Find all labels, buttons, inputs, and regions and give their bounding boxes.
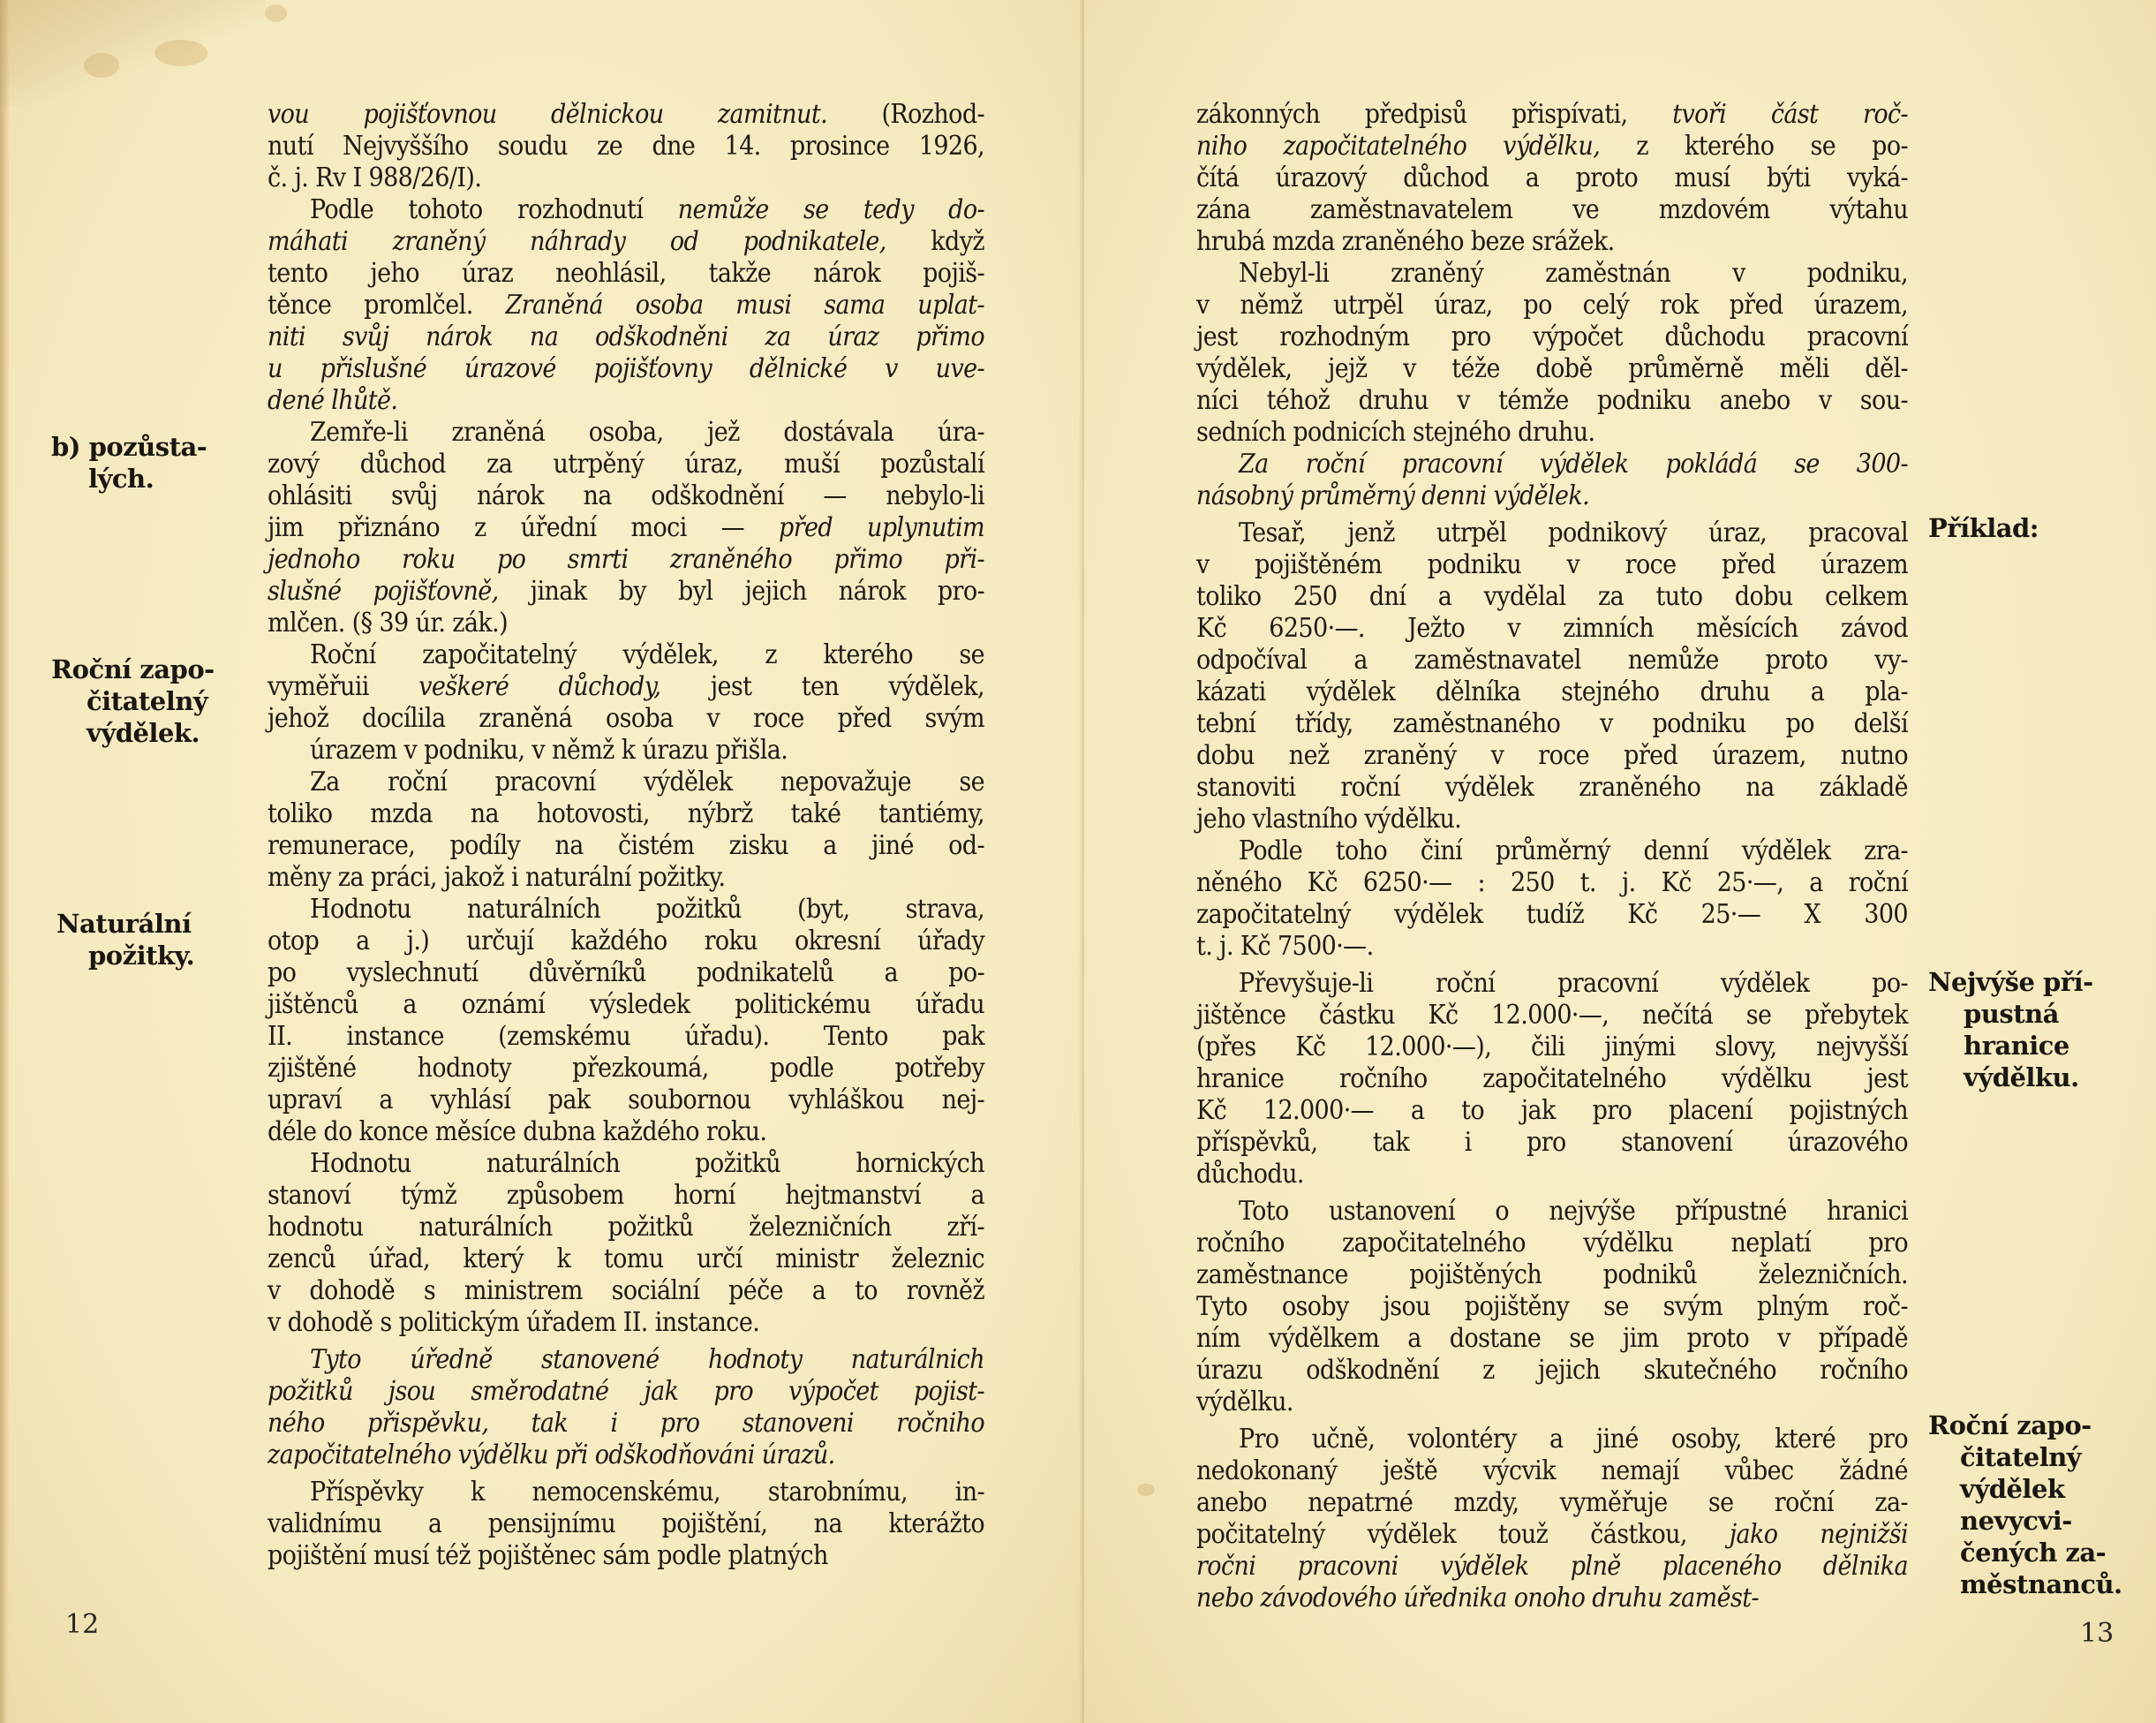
text-line (268, 99, 984, 131)
text: odpočíval a zaměstnavatel nemůže proto vy- (1196, 645, 1908, 676)
text-line (268, 290, 984, 321)
text: jehož docílila zraněná osoba v roce před svým (268, 703, 984, 734)
text-line (1196, 676, 1908, 708)
text: remunerace, podíly na čistém zisku a jiné od- (268, 830, 984, 861)
italic-text: niti svůj nárok na odškodněni za úraz přimo (268, 321, 984, 352)
margin-note-line: požitky. (88, 941, 195, 971)
margin-note-line: b) pozůsta- (51, 432, 207, 462)
text-line (268, 131, 984, 162)
text: těnce promlčel. (268, 290, 506, 321)
text: Kč 6250·—. Ježto v zimních měsících závod (1196, 613, 1908, 644)
text: jest rozhodným pro výpočet důchodu pracovní (1196, 321, 1908, 352)
text-line (268, 1477, 984, 1508)
text: čítá úrazový důchod a proto musí býti vyká- (1196, 162, 1908, 193)
text-line (1196, 804, 1908, 835)
text: jištěnce částku Kč 12.000·—, nečítá se přebytek (1196, 1000, 1908, 1031)
text-line (1196, 385, 1908, 417)
text: déle do konce měsíce dubna každého roku. (268, 1116, 767, 1147)
text-line (1196, 131, 1908, 162)
text: Podle toho činí průměrný denní výdělek zra- (1239, 835, 1908, 866)
text-line (1196, 290, 1908, 321)
text: (přes Kč 12.000·—), čili jinými slovy, nejvyšší (1196, 1032, 1908, 1062)
text: mlčen. (§ 39 úr. zák.) (268, 608, 509, 639)
margin-note-line: výdělek. (87, 718, 200, 748)
text-line (268, 576, 984, 608)
text-line (1196, 1159, 1908, 1190)
text-line (268, 1408, 984, 1440)
text-line (1196, 1519, 1908, 1551)
text: měny za práci, jakož i naturální požitky. (268, 862, 726, 893)
text-line (268, 703, 984, 735)
text-line (1196, 1551, 1908, 1583)
text-line (1196, 1063, 1908, 1095)
text-line (1196, 353, 1908, 385)
text-line (1196, 518, 1908, 549)
text: vyměřuii (268, 671, 419, 702)
text-line (1196, 867, 1908, 899)
text: dobu než zraněný v roce před úrazem, nutno (1196, 740, 1908, 771)
text: Podle tohoto rozhodnutí (310, 194, 678, 225)
text: t. j. Kč 7500·—. (1196, 931, 1374, 962)
text-line (1196, 708, 1908, 740)
text-line (268, 1212, 984, 1243)
text-line (268, 512, 984, 544)
text-line (268, 830, 984, 862)
text: úrazem v podniku, v němž k úrazu přišla. (310, 735, 788, 766)
text-line (1196, 1228, 1908, 1259)
text-line (1196, 645, 1908, 676)
text: v pojištěném podniku v roce před úrazem (1196, 549, 1908, 580)
margin-note-line: Naturální (57, 909, 192, 939)
text-line (268, 989, 984, 1021)
margin-note-rocni-zapocitatelny (51, 654, 215, 749)
stain (155, 40, 207, 66)
text-line (1196, 1196, 1908, 1228)
italic-text: jednoho roku po smrti zraněného přimo při- (268, 544, 984, 575)
text-line (268, 1376, 984, 1408)
text: tební třídy, zaměstnaného v podniku po delší (1196, 708, 1908, 739)
text: jeho vlastního výdělku. (1196, 804, 1462, 835)
text-line (268, 1021, 984, 1053)
margin-note-line: nevycvi- (1960, 1506, 2072, 1536)
italic-text: Zraněná osoba musi sama uplat- (505, 290, 984, 321)
text-line (1196, 1487, 1908, 1519)
text: Tesař, jenž utrpěl podnikový úraz, pracoval (1239, 518, 1908, 548)
text-line (268, 639, 984, 671)
text-line (1196, 162, 1908, 194)
text-line (1196, 581, 1908, 613)
text: stanoví týmž způsobem horní hejtmanství a (268, 1180, 984, 1211)
text: anebo nepatrné mzdy, vyměřuje se roční za- (1196, 1487, 1908, 1518)
text-line (1196, 613, 1908, 645)
text: nutí Nejvyššího soudu ze dne 14. prosince 1926, (268, 131, 984, 162)
stain (1137, 1484, 1155, 1496)
text-line (268, 671, 984, 703)
text-line (268, 1180, 984, 1212)
italic-text: ného přispěvku, tak i pro stanoveni ročniho (268, 1408, 984, 1439)
text: tento jeho úraz neohlásil, takže nárok pojiš- (268, 258, 984, 289)
text-line (268, 1084, 984, 1116)
text-line (268, 480, 984, 512)
text-line (1196, 1291, 1908, 1323)
text: příspěvků, tak i pro stanovení úrazového (1196, 1127, 1908, 1158)
italic-text: Tyto úředně stanovené hodnoty naturálnich (310, 1344, 984, 1375)
margin-note-line: městnanců. (1960, 1569, 2122, 1599)
text: sedních podnicích stejného druhu. (1196, 417, 1595, 448)
text: (Rozhod- (827, 99, 984, 130)
margin-note-line: hranice (1964, 1031, 2069, 1061)
stain (265, 4, 287, 22)
italic-text: tvoři část roč- (1672, 99, 1908, 130)
margin-note-line: Roční zapo- (1928, 1410, 2092, 1440)
text: z kterého se po- (1600, 131, 1908, 162)
text: po vyslechnutí důvěrníků podnikatelů a po- (268, 957, 984, 988)
italic-text: vou pojišťovnou dělnickou zamitnut. (268, 99, 828, 130)
text: pojištění musí též pojištěnec sám podle platných (268, 1540, 828, 1571)
text-line (1196, 835, 1908, 867)
text-line (1196, 1424, 1908, 1455)
text: toliko mzda na hotovosti, nýbrž také tantiémy, (268, 798, 984, 829)
right-page (1084, 0, 2156, 1723)
text-line (268, 226, 984, 258)
text: ním výdělkem a dostane se jim proto v případě (1196, 1323, 1908, 1354)
text-line (1196, 968, 1908, 1000)
italic-text: niho započitatelného výdělku, (1196, 131, 1601, 162)
text: zaměstnance pojištěných podniků železničních. (1196, 1259, 1908, 1290)
text: jištěnců a oznámí výsledek politickému úřadu (268, 989, 984, 1020)
text: v dohodě s ministrem sociální péče a to rovněž (268, 1275, 984, 1306)
text: něného Kč 6250·— : 250 t. j. Kč 25·—, a roční (1196, 867, 1908, 898)
italic-text: požitků jsou směrodatné jak pro výpočet pojist- (268, 1376, 984, 1407)
text: Hodnotu naturálních požitků (byt, strava, (310, 894, 984, 925)
margin-note-line: čitatelný (1960, 1442, 2082, 1472)
text-line (268, 1540, 984, 1572)
text-line (268, 767, 984, 798)
text: hodnotu naturálních požitků železničních zří- (268, 1212, 984, 1243)
text-line (1196, 1387, 1908, 1418)
text-line (1196, 1455, 1908, 1487)
text: hrubá mzda zraněného beze srážek. (1196, 226, 1615, 257)
left-body-text (268, 99, 984, 1572)
text-line (268, 735, 984, 767)
text: úrazu odškodnění z jejich skutečného ročního (1196, 1355, 1908, 1386)
text: počitatelný výdělek touž částkou, (1196, 1519, 1730, 1550)
margin-note-line: Nejvýše pří- (1928, 967, 2093, 997)
margin-note-pozustalych (51, 431, 207, 495)
text-line (268, 1116, 984, 1148)
text-line (268, 1307, 984, 1339)
margin-note-line: výdělek (1960, 1474, 2065, 1504)
text: Nebyl-li zraněný zaměstnán v podniku, (1239, 258, 1908, 289)
text: výdělek, jejž v téže době průměrně měli děl- (1196, 353, 1908, 384)
text: zákonných předpisů přispívati, (1196, 99, 1673, 130)
text-line (1196, 549, 1908, 581)
text-line (268, 1508, 984, 1540)
text-line (268, 798, 984, 830)
text-line (268, 162, 984, 194)
text-line (268, 321, 984, 353)
text-line (268, 353, 984, 385)
text-line (268, 385, 984, 417)
text: ohlásiti svůj nárok na odškodnění — nebylo-li (268, 480, 984, 511)
text: důchodu. (1196, 1159, 1304, 1190)
corner-fold (0, 0, 265, 106)
text-line (268, 1243, 984, 1275)
italic-text: započitatelného výdělku při odškodňováni úrazů. (268, 1440, 835, 1470)
italic-text: ročni pracovni výdělek plně placeného dělnika (1196, 1551, 1908, 1582)
italic-text: před uplynutim (779, 512, 984, 543)
text: Příspěvky k nemocenskému, starobnímu, in- (310, 1477, 984, 1508)
text: validnímu a pensijnímu pojištění, na kterážto (268, 1508, 984, 1539)
text: toliko 250 dní a vydělal za tuto dobu celkem (1196, 581, 1908, 612)
text-line (1196, 1000, 1908, 1032)
text: kázati výdělek dělníka stejného druhu a pla- (1196, 676, 1908, 707)
text-line (1196, 480, 1908, 512)
text-line (1196, 1032, 1908, 1063)
italic-text: máhati zraněný náhrady od podnikatele, (268, 226, 886, 257)
text-line (1196, 194, 1908, 226)
text: stanoviti roční výdělek zraněného na základě (1196, 772, 1908, 803)
text-line (1196, 899, 1908, 931)
text-line (268, 862, 984, 894)
italic-text: u přislušné úrazové pojišťovny dělnické v uve- (268, 353, 984, 384)
text: započitatelný výdělek tudíž Kč 25·— X 300 (1196, 899, 1908, 930)
text-line (268, 1344, 984, 1376)
text: Tyto osoby jsou pojištěny se svým plným roč- (1196, 1291, 1908, 1322)
text-line (1196, 931, 1908, 963)
margin-note-line: Roční zapo- (51, 654, 215, 684)
margin-note-nejvyse-pripustna (1928, 966, 2093, 1093)
italic-text: nebo závodového úřednika onoho druhu zaměst- (1196, 1583, 1759, 1613)
italic-text: veškeré důchody, (418, 671, 661, 702)
text: Roční započitatelný výdělek, z kterého se (310, 639, 984, 670)
text-line (1196, 1583, 1908, 1614)
text-line (1196, 772, 1908, 804)
text: v dohodě s politickým úřadem II. instance. (268, 1307, 760, 1338)
italic-text: dené lhůtě. (268, 385, 398, 416)
text-line (1196, 740, 1908, 772)
text: jinak by byl jejich nárok pro- (498, 576, 985, 607)
margin-note-nevycvicenych (1928, 1409, 2122, 1600)
text: když (886, 226, 984, 257)
text-line (268, 258, 984, 290)
text-line (268, 1148, 984, 1180)
page-number: 12 (65, 1609, 100, 1640)
text: č. j. Rv I 988/26/I). (268, 162, 482, 193)
italic-text: Za roční pracovní výdělek pokládá se 300- (1239, 449, 1908, 480)
italic-text: násobný průměrný denni výdělek. (1196, 480, 1590, 511)
text-line (268, 608, 984, 639)
text-line (1196, 1095, 1908, 1127)
text: zjištěné hodnoty přezkoumá, podle potřeby (268, 1053, 984, 1084)
text-line (1196, 1355, 1908, 1387)
text: nedokonaný ještě výcvik nemají vůbec žádné (1196, 1455, 1908, 1486)
italic-text: slušné pojišťovně, (268, 576, 499, 607)
text: jim přiznáno z úřední moci — (268, 512, 780, 543)
text: výdělku. (1196, 1387, 1293, 1417)
text: zána zaměstnavatelem ve mzdovém výtahu (1196, 194, 1908, 225)
text: jest ten výdělek, (660, 671, 984, 702)
text: upraví a vyhlásí pak soubornou vyhláškou nej- (268, 1084, 984, 1115)
text-line (1196, 226, 1908, 258)
text: Hodnotu naturálních požitků hornických (310, 1148, 984, 1179)
text: II. instance (zemskému úřadu). Tento pak (268, 1021, 984, 1052)
text-line (268, 544, 984, 576)
text-line (268, 417, 984, 449)
text: hranice ročního započitatelného výdělku jest (1196, 1063, 1908, 1094)
text-line (268, 926, 984, 957)
text-line (1196, 449, 1908, 480)
text-line (268, 1053, 984, 1084)
text-line (1196, 1127, 1908, 1159)
text-line (1196, 258, 1908, 290)
text-line (268, 894, 984, 926)
text: Toto ustanovení o nejvýše přípustné hranici (1239, 1196, 1908, 1227)
margin-note-line: Příklad: (1928, 513, 2039, 543)
text: v němž utrpěl úraz, po celý rok před úrazem, (1196, 290, 1908, 321)
margin-note-line: výdělku. (1964, 1062, 2079, 1092)
text-line (268, 1440, 984, 1471)
text-line (268, 1275, 984, 1307)
margin-note-line: čitatelný (87, 686, 208, 716)
italic-text: jako nejnižši (1729, 1519, 1908, 1550)
text: zový důchod za utrpěný úraz, muší pozůstalí (268, 449, 984, 480)
text: Pro učně, volontéry a jiné osoby, které pro (1239, 1424, 1908, 1455)
text-line (1196, 1323, 1908, 1355)
page-edge (0, 0, 9, 1723)
margin-note-priklad (1928, 512, 2039, 544)
margin-note-line: čených za- (1960, 1538, 2107, 1568)
text-line (268, 957, 984, 989)
text-line (268, 194, 984, 226)
right-body-text (1196, 99, 1908, 1614)
text: Za roční pracovní výdělek nepovažuje se (310, 767, 984, 797)
text-line (1196, 1259, 1908, 1291)
text: Kč 12.000·— a to jak pro placení pojistných (1196, 1095, 1908, 1126)
text-line (1196, 99, 1908, 131)
text: Převyšuje-li roční pracovní výdělek po- (1239, 968, 1908, 999)
text-line (1196, 417, 1908, 449)
text: otop a j.) určují každého roku okresní úřady (268, 926, 984, 956)
margin-note-line: lých. (88, 464, 155, 494)
text: zenců úřad, který k tomu určí ministr železnic (268, 1243, 984, 1274)
stain (84, 53, 119, 78)
italic-text: nemůže se tedy do- (677, 194, 984, 225)
text-line (268, 449, 984, 480)
text: Zemře-li zraněná osoba, jež dostávala úra- (310, 417, 984, 448)
margin-note-line: pustná (1964, 999, 2059, 1029)
text-line (1196, 321, 1908, 353)
page-number: 13 (2080, 1618, 2115, 1649)
text: ročního započitatelného výdělku neplatí pro (1196, 1228, 1908, 1258)
margin-note-naturalni-pozitky (57, 908, 194, 971)
text: níci téhož druhu v témže podniku anebo v sou- (1196, 385, 1908, 416)
